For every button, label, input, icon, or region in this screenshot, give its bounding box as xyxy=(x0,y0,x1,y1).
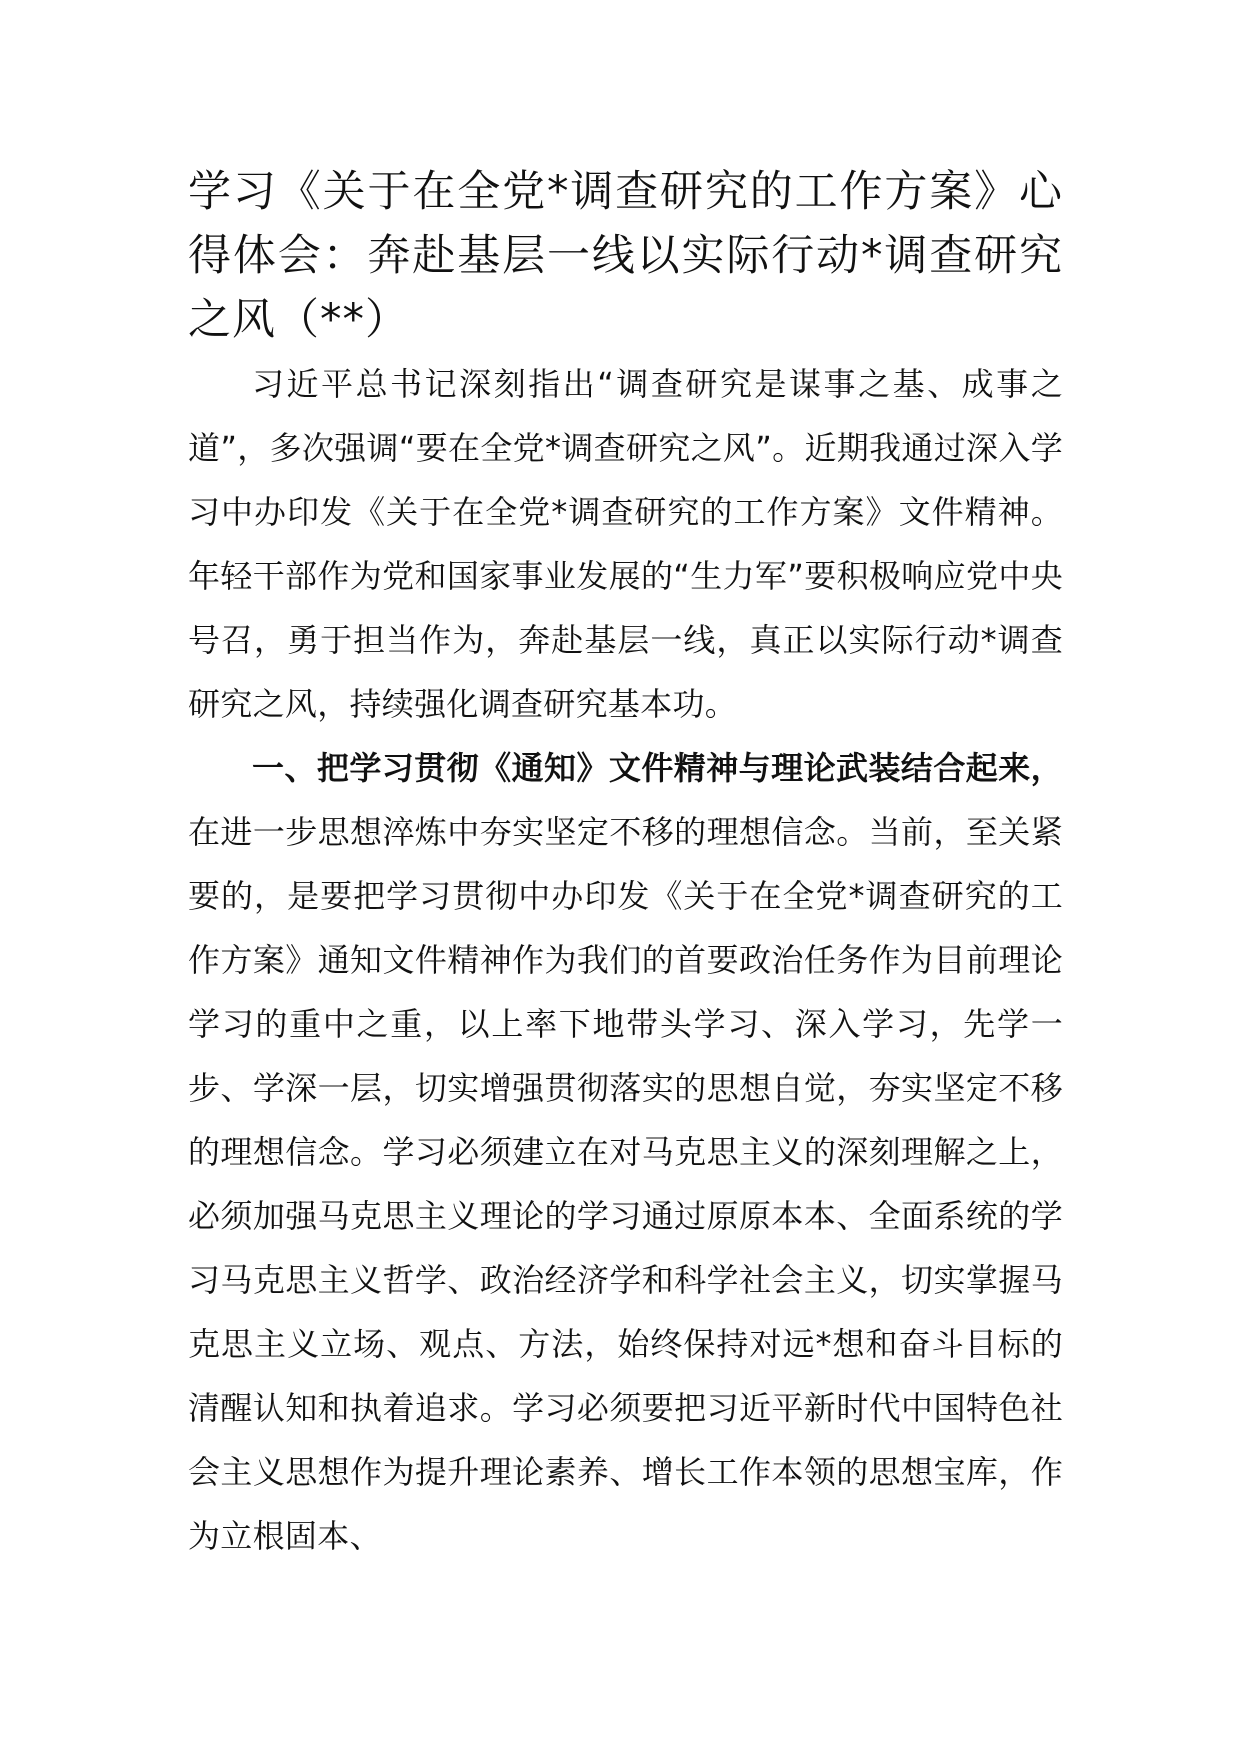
document-title: 学习《关于在全党*调查研究的工作方案》心得体会：奔赴基层一线以实际行动*调查研究之风（**） xyxy=(188,167,1063,345)
section-1-body: 在进一步思想淬炼中夯实坚定不移的理想信念。当前，至关紧要的，是要把学习贯彻中办印发《关于在全党*调查研究的工作方案》通知文件精神作为我们的首要政治任务作为目前理论学习的重中之重，以上率下地带头学习、深入学习，先学一步、学深一层，切实增强贯彻落实的思想自觉，夯实坚定不移的理想信念。学习必须建立在对马克思主义的深刻理解之上，必须加强马克思主义理论的学习通过原原本本、全面系统的学习马克思主义哲学、政治经济学和科学社会主义，切实掌握马克思主义立场、观点、方法，始终保持对远*想和奋斗目标的清醒认知和执着追求。学习必须要把习近平新时代中国特色社会主义思想作为提升理论素养、增长工作本领的思想宝库，作为立根固本、 xyxy=(188,813,1063,1555)
section-1-heading: 一、把学习贯彻《通知》文件精神与理论武装结合起来， xyxy=(252,749,1063,787)
document-content xyxy=(188,160,1063,1568)
intro-paragraph: 习近平总书记深刻指出“调查研究是谋事之基、成事之道”，多次强调“要在全党*调查研究之风”。近期我通过深入学习中办印发《关于在全党*调查研究的工作方案》文件精神。年轻干部作为党和国家事业发展的“生力军”要积极响应党中央号召，勇于担当作为，奔赴基层一线，真正以实际行动*调查研究之风，持续强化调查研究基本功。 xyxy=(188,365,1063,723)
section-1-paragraph xyxy=(188,736,1063,1568)
